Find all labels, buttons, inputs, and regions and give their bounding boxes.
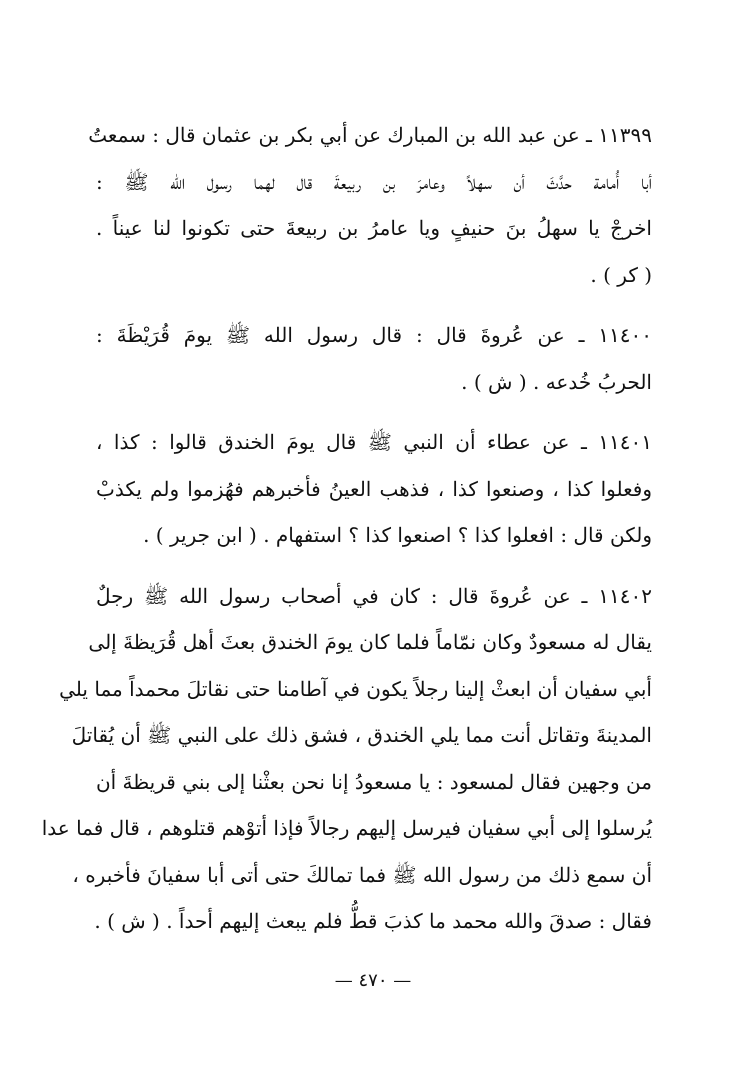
text-line: أن سمع ذلك من رسول الله ﷺ فما تمالكَ حتى أتى أبا سفيانَ فأخبره ، [72, 862, 652, 887]
hadith-entry-11399 [88, 112, 652, 298]
hadith-text-block [41, 112, 652, 959]
text-line: يقال له مسعودٌ وكان نمّاماً فلما كان يومَ الخندق بعثَ أهل قُرَيظةَ إلى [88, 630, 652, 654]
text-line: يُرسلوا إلى أبي سفيان فيرسل إليهم رجالاً فإذا أتوْهم قتلوهم ، قال فما عدا [41, 816, 652, 840]
text-line: الحربُ خُدعه . ( ش ) . [461, 369, 652, 394]
text-line: ١١٤٠١ ـ عن عطاء أن النبي ﷺ قال يومَ الخندق قالوا : كذا ، [96, 430, 652, 454]
text-line: ولكن قال : افعلوا كذا ؟ اصنعوا كذا ؟ استفهام . ( ابن جرير ) . [143, 523, 652, 547]
text-line: ١١٤٠٢ ـ عن عُروةَ قال : كان في أصحاب رسول الله ﷺ رجلٌ [96, 583, 652, 608]
text-line: ١١٣٩٩ ـ عن عبد الله بن المبارك عن أبي بكر بن عثمان قال : سمعتُ [88, 123, 652, 147]
text-line: أبا أُمامة حدَّثَ أن سهلاً وعامرَ بن ربيعةَ قال لهما رسول الله ﷺ : [96, 169, 652, 194]
page-number: — ٤٧٠ — [334, 970, 412, 991]
text-line: من وجهين فقال لمسعود : يا مسعودُ إنا نحن بعثْنا إلى بني قريظةَ أن [95, 769, 652, 794]
text-line: اخرجْ يا سهلُ بنَ حنيفٍ ويا عامرُ بن ربيعةَ حتى تكونوا لنا عيناً . [96, 216, 652, 240]
hadith-entry-11402 [41, 573, 652, 945]
hadith-entry-11401 [96, 419, 652, 559]
text-line: وفعلوا كذا ، وصنعوا كذا ، فذهب العينُ فأخبرهم فهُزموا ولم يكذبْ [96, 476, 652, 501]
text-line: ١١٤٠٠ ـ عن عُروةَ قال : قال رسول الله ﷺ يومَ قُرَيْظَةَ : [96, 323, 652, 347]
text-line: فقال : صدقَ والله محمد ما كذبَ قطُّ فلم يبعث إليهم أحداً . ( ش ) . [94, 909, 652, 933]
hadith-entry-11400 [96, 312, 652, 405]
text-line: ( كر ) . [590, 262, 652, 287]
text-line: أبي سفيان أن ابعثْ إلينا رجلاً يكون في آطامنا حتى نقاتلَ محمداً مما يلي [59, 676, 652, 701]
text-line: المدينةَ وتقاتل أنت مما يلي الخندق ، فشق ذلك على النبي ﷺ أن يُقاتلَ [71, 723, 652, 747]
